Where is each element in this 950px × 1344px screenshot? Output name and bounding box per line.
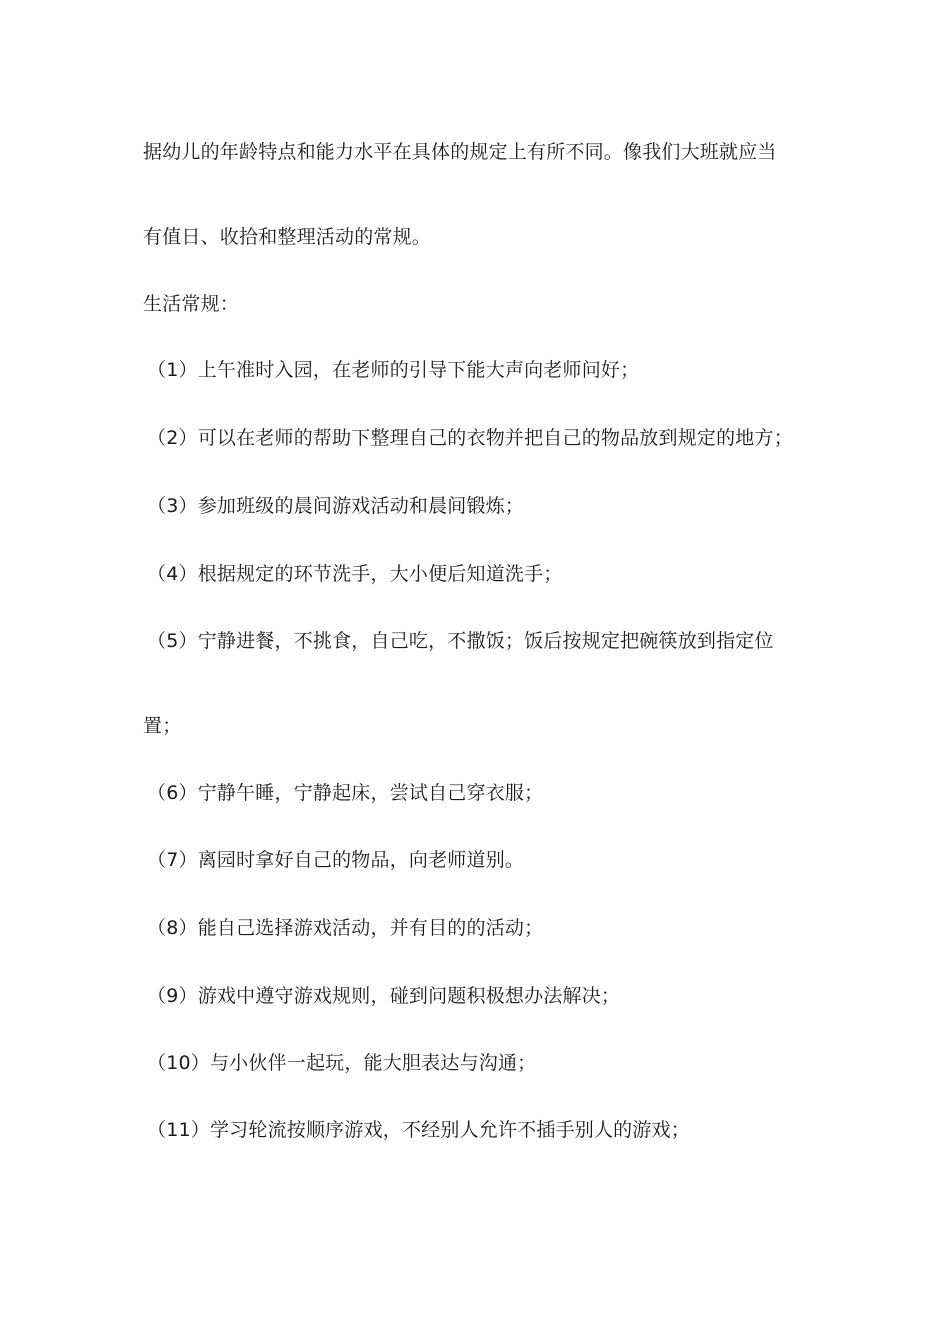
list-item-10: （10）与小伙伴一起玩，能大胆表达与沟通； <box>147 1052 537 1074</box>
intro-paragraph-line-1: 据幼儿的年龄特点和能力水平在具体的规定上有所不同。像我们大班就应当 <box>143 141 777 163</box>
list-item-5-continuation: 置； <box>143 715 182 737</box>
list-item-1: （1）上午准时入园，在老师的引导下能大声向老师问好； <box>147 359 640 381</box>
list-item-4: （4）根据规定的环节洗手，大小便后知道洗手； <box>147 563 563 585</box>
list-item-11: （11）学习轮流按顺序游戏，不经别人允许不插手别人的游戏； <box>147 1119 690 1141</box>
intro-paragraph-line-2: 有值日、收拾和整理活动的常规。 <box>143 226 432 248</box>
list-item-6: （6）宁静午睡，宁静起床，尝试自己穿衣服； <box>147 782 544 804</box>
list-item-7: （7）离园时拿好自己的物品，向老师道别。 <box>147 849 525 871</box>
list-item-3: （3）参加班级的晨间游戏活动和晨间锻炼； <box>147 495 525 517</box>
list-item-5: （5）宁静进餐，不挑食，自己吃，不撒饭；饭后按规定把碗筷放到指定位 <box>147 630 774 652</box>
list-item-9: （9）游戏中遵守游戏规则，碰到问题积极想办法解决； <box>147 985 621 1007</box>
list-item-8: （8）能自己选择游戏活动，并有目的的活动； <box>147 917 544 939</box>
list-item-2: （2）可以在老师的帮助下整理自己的衣物并把自己的物品放到规定的地方； <box>147 427 793 449</box>
section-title: 生活常规： <box>143 293 240 315</box>
